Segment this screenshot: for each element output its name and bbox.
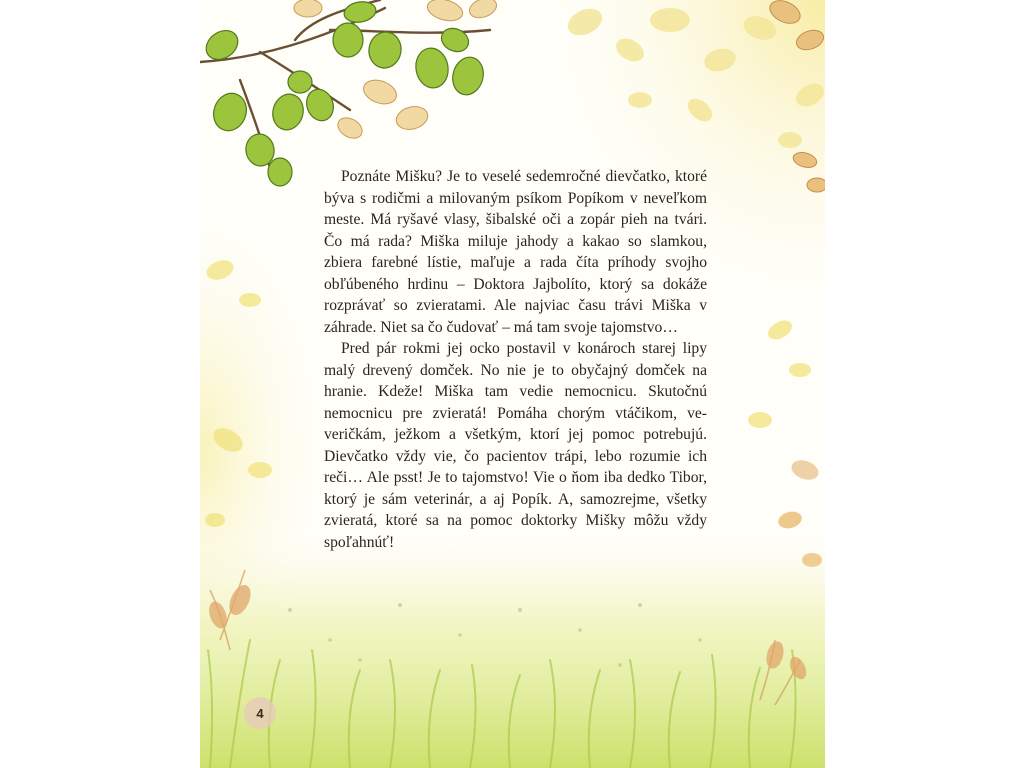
book-page <box>200 0 825 768</box>
page-number: 4 <box>244 697 276 729</box>
story-text <box>324 166 707 553</box>
story-paragraph: Poznáte Mišku? Je to veselé sedemročné dievčatko, ktoré býva s rodičmi a milovaným psíkom Popíkom v neveľkom meste. Má ryšavé vlasy, šibalské oči a zopár pieh na tvári. Čo má rada? Miška miluje jahody a kakao so slamkou, zbiera farebné lístie, maľuje a rada číta príhody svojho obľúbeného hrdinu – Doktora Jajbolíto, ktorý sa dokáže rozprávať so zvieratami. Ale najviac času trávi Miška v záhrade. Niet sa čo čudovať – má tam svoje tajomstvo… <box>324 168 707 336</box>
story-paragraph: Pred pár rokmi jej ocko postavil v konároch starej lipy malý drevený domček. No nie je to obyčajný domček na hranie. Kdeže! Miška tam vedie nemocnicu. Skutočnú nemocnicu pre zvieratá! Pomáha chorým vtáčikom, veveričkám, ježkom a všetkým, ktorí jej pomoc potrebujú. Dievčatko vždy vie, čo pacientov trápi, lebo rozumie ich reči… Ale psst! Je to tajomstvo! Vie o ňom iba dedko Tibor, ktorý je sám veterinár, a aj Popík. A, samozrejme, všetky zvieratá, ktoré sa na pomoc doktorky Mišky môžu vždy spoľahnúť! <box>324 340 707 551</box>
grass-meadow-icon <box>200 540 825 768</box>
